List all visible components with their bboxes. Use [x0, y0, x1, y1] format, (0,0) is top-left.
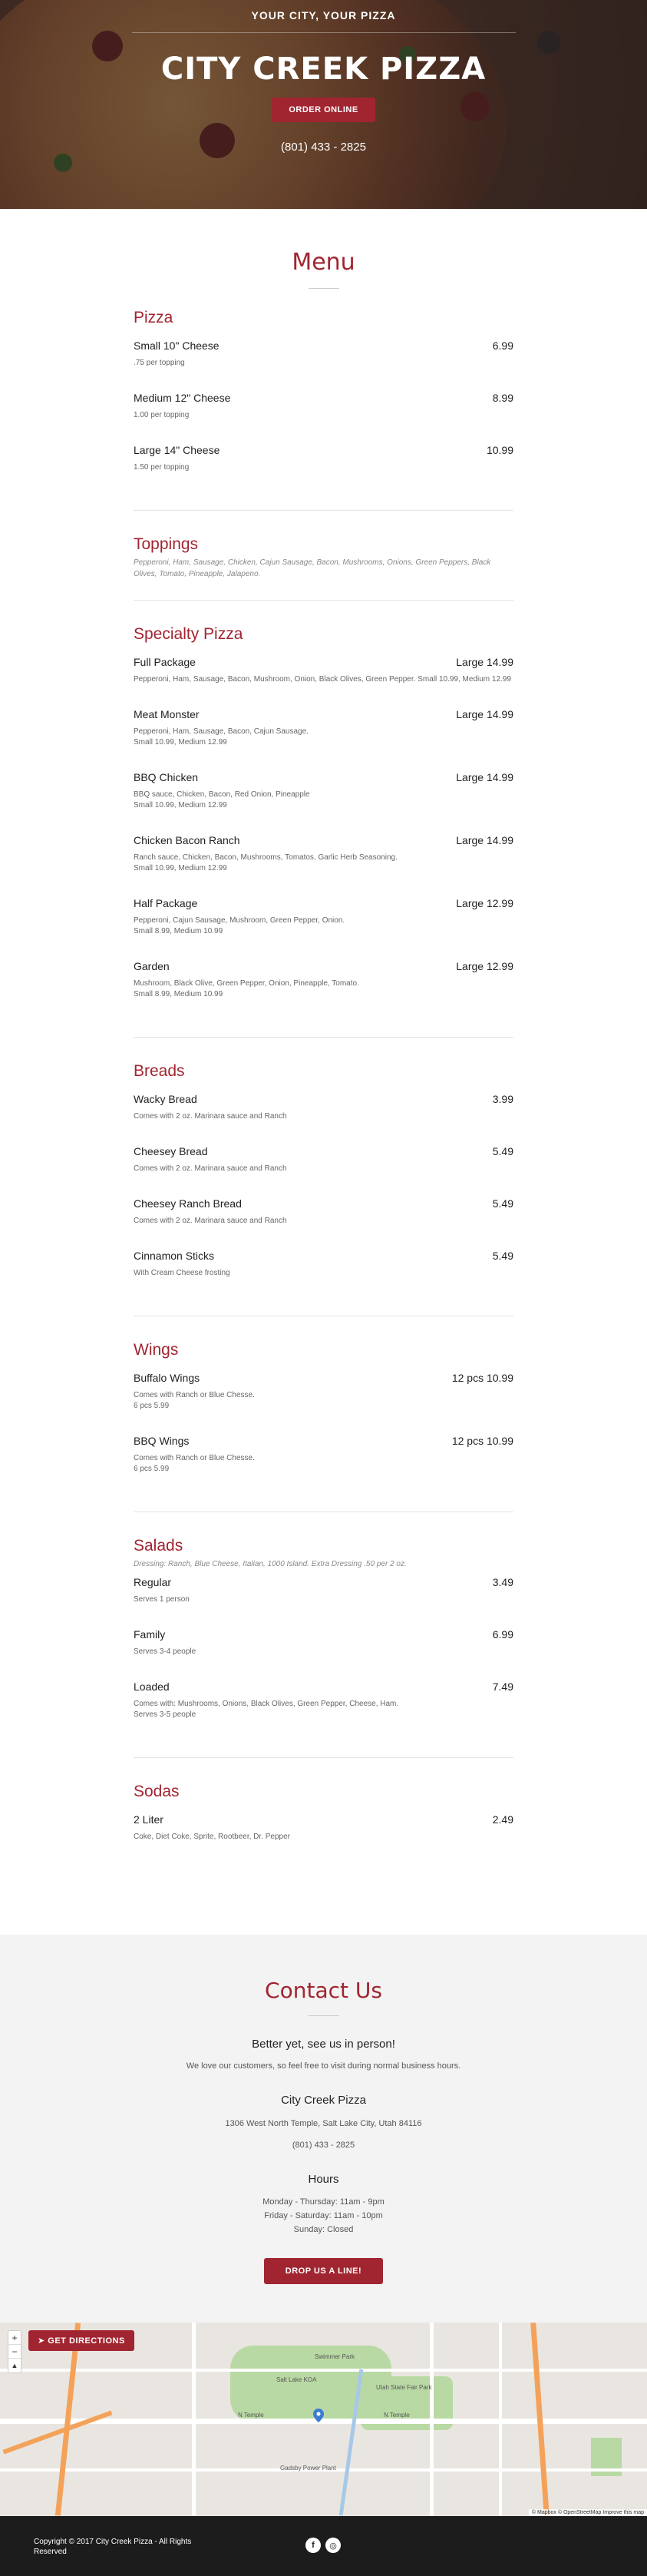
menu-item-description: Comes with 2 oz. Marinara sauce and Ranch	[134, 1217, 287, 1225]
breads-section	[134, 1062, 513, 1316]
road	[430, 2323, 434, 2516]
menu-item	[134, 656, 513, 685]
menu-item-name: Small 10" Cheese	[134, 339, 220, 352]
road	[499, 2323, 502, 2516]
menu-item-price: 3.99	[492, 1093, 513, 1105]
menu-item	[134, 339, 513, 369]
menu-item	[134, 897, 513, 937]
road	[0, 2369, 647, 2372]
contact-section	[0, 1935, 647, 2323]
menu-item	[134, 1372, 513, 1412]
menu-item-price: 8.99	[492, 392, 513, 404]
menu-item-description: 1.00 per topping	[134, 411, 190, 419]
business-name: City Creek Pizza	[281, 2094, 366, 2107]
map-place-label: Swimmer Park	[315, 2353, 355, 2360]
map-attribution[interactable]: © Mapbox © OpenStreetMap Improve this map	[529, 2509, 647, 2516]
menu-item-description: BBQ sauce, Chicken, Bacon, Red Onion, Pineapple Small 10.99, Medium 12.99	[134, 790, 310, 810]
site-footer	[0, 2516, 647, 2576]
get-directions-label: GET DIRECTIONS	[48, 2336, 125, 2346]
menu-item-price: Large 14.99	[456, 834, 513, 846]
menu-item-name: Buffalo Wings	[134, 1372, 200, 1384]
section-title: Sodas	[134, 1783, 180, 1800]
section-title: Toppings	[134, 535, 199, 553]
menu-item-description: 1.50 per topping	[134, 463, 190, 472]
menu-item-name: Medium 12" Cheese	[134, 392, 231, 404]
menu-item-name: Family	[134, 1628, 166, 1641]
menu-section	[134, 209, 513, 1879]
pizza-section	[134, 289, 513, 511]
copyright-text: Copyright © 2017 City Creek Pizza - All Rights Reserved	[34, 2538, 192, 2556]
contact-divider	[309, 2015, 339, 2016]
location-pin-icon[interactable]	[313, 2409, 324, 2422]
menu-item	[134, 1197, 513, 1227]
menu-item-name: Cheesey Bread	[134, 1145, 208, 1157]
hours-line: Sunday: Closed	[293, 2225, 354, 2234]
hours-list	[0, 2195, 647, 2237]
specialty-pizza-section	[134, 625, 513, 1038]
menu-item-name: Loaded	[134, 1680, 170, 1693]
menu-title: Menu	[292, 249, 355, 276]
navigation-arrow-icon: ➤	[38, 2336, 48, 2346]
menu-item-description: Comes with 2 oz. Marinara sauce and Ranch	[134, 1112, 287, 1121]
hours-line: Monday - Thursday: 11am - 9pm	[262, 2197, 385, 2207]
menu-item-price: 2.49	[492, 1813, 513, 1826]
hero-divider	[132, 32, 516, 33]
compass-button[interactable]: ▲	[11, 2362, 18, 2369]
menu-item-price: 10.99	[486, 444, 513, 456]
menu-item-name: Cinnamon Sticks	[134, 1250, 215, 1262]
menu-item	[134, 1628, 513, 1657]
menu-item-name: Wacky Bread	[134, 1093, 197, 1105]
section-spacer	[134, 1316, 513, 1341]
zoom-in-button[interactable]: +	[8, 2331, 21, 2345]
menu-item-description: Comes with: Mushrooms, Onions, Black Olives, Green Pepper, Cheese, Ham. Serves 3-5 people	[134, 1700, 399, 1719]
menu-item-price: 5.49	[492, 1250, 513, 1262]
menu-item-description: Coke, Diet Coke, Sprite, Rootbeer, Dr. Pepper	[134, 1833, 290, 1841]
instagram-icon[interactable]: ◎	[325, 2538, 341, 2553]
menu-item-description: Pepperoni, Cajun Sausage, Mushroom, Green Pepper, Onion. Small 8.99, Medium 10.99	[134, 916, 345, 935]
highway	[2, 2411, 112, 2455]
menu-item-price: Large 12.99	[456, 897, 513, 909]
map-place-label: Gadsby Power Plant	[280, 2465, 336, 2472]
hours-line: Friday - Saturday: 11am - 10pm	[264, 2211, 383, 2220]
toppings-section	[134, 535, 513, 601]
section-title: Specialty Pizza	[134, 625, 243, 643]
get-directions-button[interactable]	[28, 2330, 134, 2351]
section-title: Salads	[134, 1537, 183, 1555]
menu-item-name: Cheesey Ranch Bread	[134, 1197, 242, 1210]
menu-item-price: 3.49	[492, 1576, 513, 1588]
menu-item-name: Regular	[134, 1576, 172, 1588]
menu-item	[134, 1250, 513, 1279]
road	[192, 2323, 196, 2516]
hero-tagline: YOUR CITY, YOUR PIZZA	[251, 9, 396, 22]
wings-section	[134, 1341, 513, 1512]
menu-item-description: Comes with 2 oz. Marinara sauce and Ranch	[134, 1164, 287, 1173]
menu-item-description: Serves 1 person	[134, 1595, 190, 1604]
menu-item	[134, 708, 513, 748]
contact-lead: Better yet, see us in person!	[252, 2038, 395, 2051]
menu-item-price: Large 14.99	[456, 771, 513, 783]
map-zoom-control	[8, 2330, 21, 2373]
section-spacer	[134, 601, 513, 625]
section-title: Pizza	[134, 309, 173, 326]
contact-title: Contact Us	[265, 1978, 382, 2003]
hours-title: Hours	[308, 2173, 339, 2186]
site-title: CITY CREEK PIZZA	[160, 51, 487, 87]
order-online-button[interactable]: ORDER ONLINE	[272, 98, 375, 122]
dressing-note: Dressing: Ranch, Blue Cheese, Italian, 1000 Island. Extra Dressing .50 per 2 oz.	[134, 1560, 407, 1568]
menu-item	[134, 1435, 513, 1475]
drop-us-a-line-button[interactable]: DROP US A LINE!	[264, 2258, 383, 2284]
social-links	[305, 2538, 341, 2553]
section-spacer	[134, 1512, 513, 1537]
menu-item-name: BBQ Chicken	[134, 771, 199, 783]
menu-item-description: Ranch sauce, Chicken, Bacon, Mushrooms, Tomatos, Garlic Herb Seasoning. Small 10.99, Medium 12.99	[134, 853, 398, 872]
menu-item-description: .75 per topping	[134, 359, 185, 367]
menu-item	[134, 1680, 513, 1720]
location-map[interactable]	[0, 2323, 647, 2516]
menu-item	[134, 1813, 513, 1843]
hero-phone[interactable]: (801) 433 - 2825	[281, 141, 366, 154]
business-phone[interactable]: (801) 433 - 2825	[292, 2141, 355, 2150]
menu-item-price: Large 14.99	[456, 656, 513, 668]
menu-item-name: BBQ Wings	[134, 1435, 190, 1447]
menu-item-name: Full Package	[134, 656, 196, 668]
facebook-icon[interactable]: f	[305, 2538, 321, 2553]
menu-item	[134, 1093, 513, 1122]
menu-item	[134, 444, 513, 473]
menu-item-name: Garden	[134, 960, 170, 972]
menu-item	[134, 834, 513, 874]
menu-item-description: Serves 3-4 people	[134, 1647, 196, 1656]
menu-item	[134, 960, 513, 1000]
section-spacer	[134, 1038, 513, 1062]
menu-item-price: 5.49	[492, 1145, 513, 1157]
menu-item	[134, 1145, 513, 1174]
menu-item-price: 6.99	[492, 339, 513, 352]
menu-item	[134, 771, 513, 811]
menu-item	[134, 392, 513, 421]
menu-item-price: 7.49	[492, 1680, 513, 1693]
section-title: Breads	[134, 1062, 185, 1080]
menu-item-price: 6.99	[492, 1628, 513, 1641]
hero-banner	[0, 0, 647, 209]
menu-item-price: Large 14.99	[456, 708, 513, 720]
menu-item-name: Meat Monster	[134, 708, 200, 720]
map-place-label: Utah State Fair Park	[376, 2384, 432, 2391]
menu-item-description: Comes with Ranch or Blue Chesse. 6 pcs 5.99	[134, 1391, 255, 1410]
menu-item-name: Half Package	[134, 897, 198, 909]
map-street-label: N Temple	[238, 2412, 264, 2419]
salads-section	[134, 1537, 513, 1758]
menu-item-name: Chicken Bacon Ranch	[134, 834, 240, 846]
map-street-label: N Temple	[384, 2412, 410, 2419]
section-title: Wings	[134, 1341, 179, 1359]
section-spacer	[134, 511, 513, 535]
contact-intro: We love our customers, so feel free to visit during normal business hours.	[186, 2061, 461, 2071]
sodas-section	[134, 1783, 513, 1879]
menu-item-name: 2 Liter	[134, 1813, 163, 1826]
section-spacer	[134, 1758, 513, 1783]
menu-item-description: Comes with Ranch or Blue Chesse. 6 pcs 5.99	[134, 1454, 255, 1473]
zoom-out-button[interactable]: −	[8, 2345, 21, 2359]
menu-item-description: With Cream Cheese frosting	[134, 1269, 230, 1277]
menu-item-description: Mushroom, Black Olive, Green Pepper, Onion, Pineapple, Tomato. Small 8.99, Medium 10.99	[134, 979, 359, 998]
menu-item-description: Pepperoni, Ham, Sausage, Bacon, Cajun Sausage. Small 10.99, Medium 12.99	[134, 727, 309, 747]
menu-item-description: Pepperoni, Ham, Sausage, Bacon, Mushroom, Onion, Black Olives, Green Pepper. Small 10.99, Medium 12.99	[134, 675, 511, 684]
menu-item-price: Large 12.99	[456, 960, 513, 972]
business-address: 1306 West North Temple, Salt Lake City, Utah 84116	[225, 2119, 422, 2128]
map-place-label: Salt Lake KOA	[276, 2376, 317, 2383]
toppings-list: Pepperoni, Ham, Sausage, Chicken, Cajun Sausage, Bacon, Mushrooms, Onions, Green Peppers, Black Olives, Tomato, Pineapple, Jalapeno.	[134, 558, 491, 578]
menu-item	[134, 1576, 513, 1605]
menu-item-price: 12 pcs 10.99	[451, 1372, 513, 1384]
menu-item-price: 12 pcs 10.99	[451, 1435, 513, 1447]
menu-item-name: Large 14" Cheese	[134, 444, 220, 456]
menu-item-price: 5.49	[492, 1197, 513, 1210]
